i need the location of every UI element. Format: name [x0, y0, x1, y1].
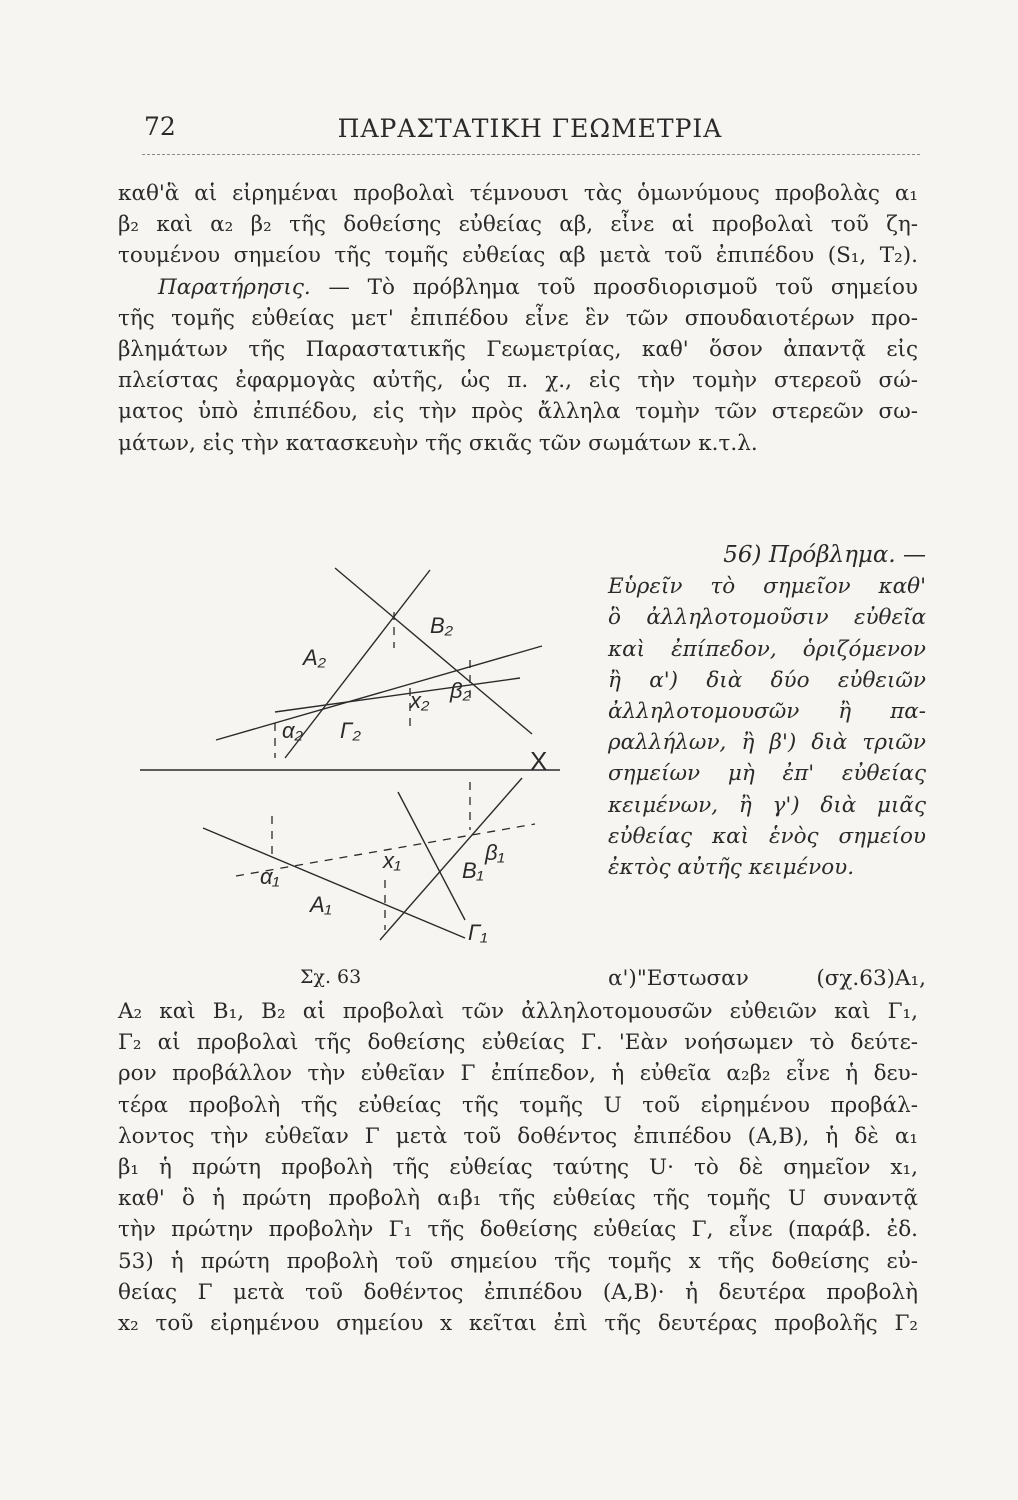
text-line: καθ' ὃ ἡ πρώτη προβολὴ α₁β₁ τῆς εὐθείας τῆς τομῆς U συναντᾷ [118, 1186, 918, 1212]
page-number: 72 [144, 112, 176, 141]
running-title: ΠΑΡΑΣΤΑΤΙΚΗ ΓΕΩΜΕΤΡΙΑ [337, 114, 723, 143]
label-B2: B₂ [430, 613, 454, 638]
label-A1: A₁ [310, 892, 332, 917]
text-line: λοντος τὴν εὐθεῖαν Γ μετὰ τοῦ δοθέντος ἐπιπέδου (Α,Β), ἡ δὲ α₁ [118, 1123, 918, 1149]
line-a2b2 [275, 678, 520, 712]
geometry-figure-63 [140, 548, 600, 948]
text-line: τῆς τομῆς εὐθείας μετ' ἐπιπέδου εἶνε ἓν τῶν σπουδαιοτέρων προ- [118, 305, 918, 331]
problem-statement [608, 540, 926, 883]
intro-paragraph [118, 178, 918, 459]
text-line: Γ₂ αἱ προβολαὶ τῆς δοθείσης εὐθείας Γ. 'Εὰν νοήσωμεν τὸ δεύτε- [118, 1030, 918, 1056]
text-line: τουμένου σημείου τῆς τομῆς εὐθείας αβ μετὰ τοῦ ἐπιπέδου (S₁, T₂). [118, 243, 918, 269]
remark-first-line-text: — Τὸ πρόβλημα τοῦ προσδιορισμοῦ τοῦ σημείου [310, 274, 918, 300]
text-line: Α₂ καὶ Β₁, Β₂ αἱ προβολαὶ τῶν ἀλληλοτομουσῶν εὐθειῶν καὶ Γ₁, [118, 999, 918, 1024]
text-line: μάτων, εἰς τὴν κατασκευὴν τῆς σκιᾶς τῶν σωμάτων κ.τ.λ. [118, 430, 758, 456]
text-line: θείας Γ μετὰ τοῦ δοθέντος ἐπιπέδου (Α,Β)· ἡ δευτέρα προβολὴ [118, 1279, 918, 1305]
problem-line: ὃ ἀλληλοτομοῦσιν εὐθεῖα [608, 605, 926, 631]
label-a1: α₁ [260, 864, 280, 889]
problem-line: ἢ α') διὰ δύο εὐθειῶν [608, 667, 926, 693]
label-B1: B₁ [462, 858, 484, 883]
problem-line: ραλλήλων, ἢ β') διὰ τριῶν [608, 730, 926, 756]
line-g1 [398, 792, 465, 920]
text-line: πλείστας ἐφαρμογὰς αὐτῆς, ὡς π. χ., εἰς τὴν τομὴν στερεοῦ σώ- [118, 368, 918, 394]
text-line: 53) ἡ πρώτη προβολὴ τοῦ σημείου τῆς τομῆς x τῆς δοθείσης εὐ- [118, 1248, 918, 1274]
label-x2: x₂ [410, 688, 430, 713]
text-line: β₂ καὶ α₂ β₂ τῆς δοθείσης εὐθείας αβ, εἶνε αἱ προβολαὶ τοῦ ζη- [118, 212, 918, 238]
remark-label: Παρατήρησις. [158, 274, 311, 300]
problem-line: Εὑρεῖν τὸ σημεῖον καθ' [608, 574, 926, 600]
problem-line: εὐθείας καὶ ἑνὸς σημείου [608, 823, 926, 849]
problem-line: ἐκτὸς αὐτῆς κειμένου. [608, 855, 855, 881]
problem-line: ἀλληλοτομουσῶν ἢ πα- [608, 699, 926, 725]
problem-line: σημείων μὴ ἐπ' εὐθείας [608, 761, 926, 787]
text-line: x₂ τοῦ εἰρημένου σημείου x κεῖται ἐπὶ τῆς δευτέρας προβολῆς Γ₂ [118, 1311, 918, 1337]
problem-title: 56) Πρόβλημα. — [723, 542, 926, 568]
line-b2 [335, 568, 532, 734]
remark-first-line [118, 272, 918, 303]
page-header [140, 112, 920, 152]
label-A2: A₂ [303, 645, 327, 670]
text-line: ρον προβάλλον τὴν εὐθεῖαν Γ ἐπίπεδον, ἡ εὐθεῖα α₂β₂ εἶνε ἡ δευ- [118, 1061, 918, 1087]
label-G2: Γ₂ [340, 718, 361, 743]
header-rule [142, 154, 920, 155]
label-G1: Γ₁ [468, 920, 488, 945]
line-g2 [216, 646, 542, 740]
label-x1: x₁ [383, 848, 401, 873]
label-b1: β₁ [485, 840, 505, 865]
text-line: β₁ ἡ πρώτη προβολὴ τῆς εὐθείας ταύτης U· τὸ δὲ σημεῖον x₁, [118, 1155, 918, 1181]
text-line: τὴν πρώτην προβολὴν Γ₁ τῆς δοθείσης εὐθείας Γ, εἶνε (παράβ. ἐδ. [118, 1217, 918, 1243]
label-b2: β₂ [450, 678, 471, 703]
text-line: τέρα προβολὴ τῆς εὐθείας τῆς τομῆς U τοῦ εἰρημένου προβάλ- [118, 1092, 918, 1118]
problem-line: κειμένων, ἢ γ') διὰ μιᾶς [608, 792, 926, 818]
text-line: καθ'ἃ αἱ εἰρημέναι προβολαὶ τέμνουσι τὰς ὁμωνύμους προβολὰς α₁ [118, 181, 918, 206]
problem-line: καὶ ἐπίπεδον, ὁριζόμενον [608, 636, 926, 662]
case-a-line: α')"Εστωσαν (σχ.63)Α₁, [608, 966, 926, 991]
text-line: βλημάτων τῆς Παραστατικῆς Γεωμετρίας, καθ' ὅσον ἀπαντᾷ εἰς [118, 337, 918, 363]
label-X: X [530, 746, 548, 776]
figure-caption: Σχ. 63 [300, 966, 362, 988]
label-a2: α₂ [282, 718, 303, 743]
closing-paragraph [118, 996, 918, 1339]
text-line: ματος ὑπὸ ἐπιπέδου, εἰς τὴν πρὸς ἄλληλα τομὴν τῶν στερεῶν σω- [118, 399, 918, 425]
